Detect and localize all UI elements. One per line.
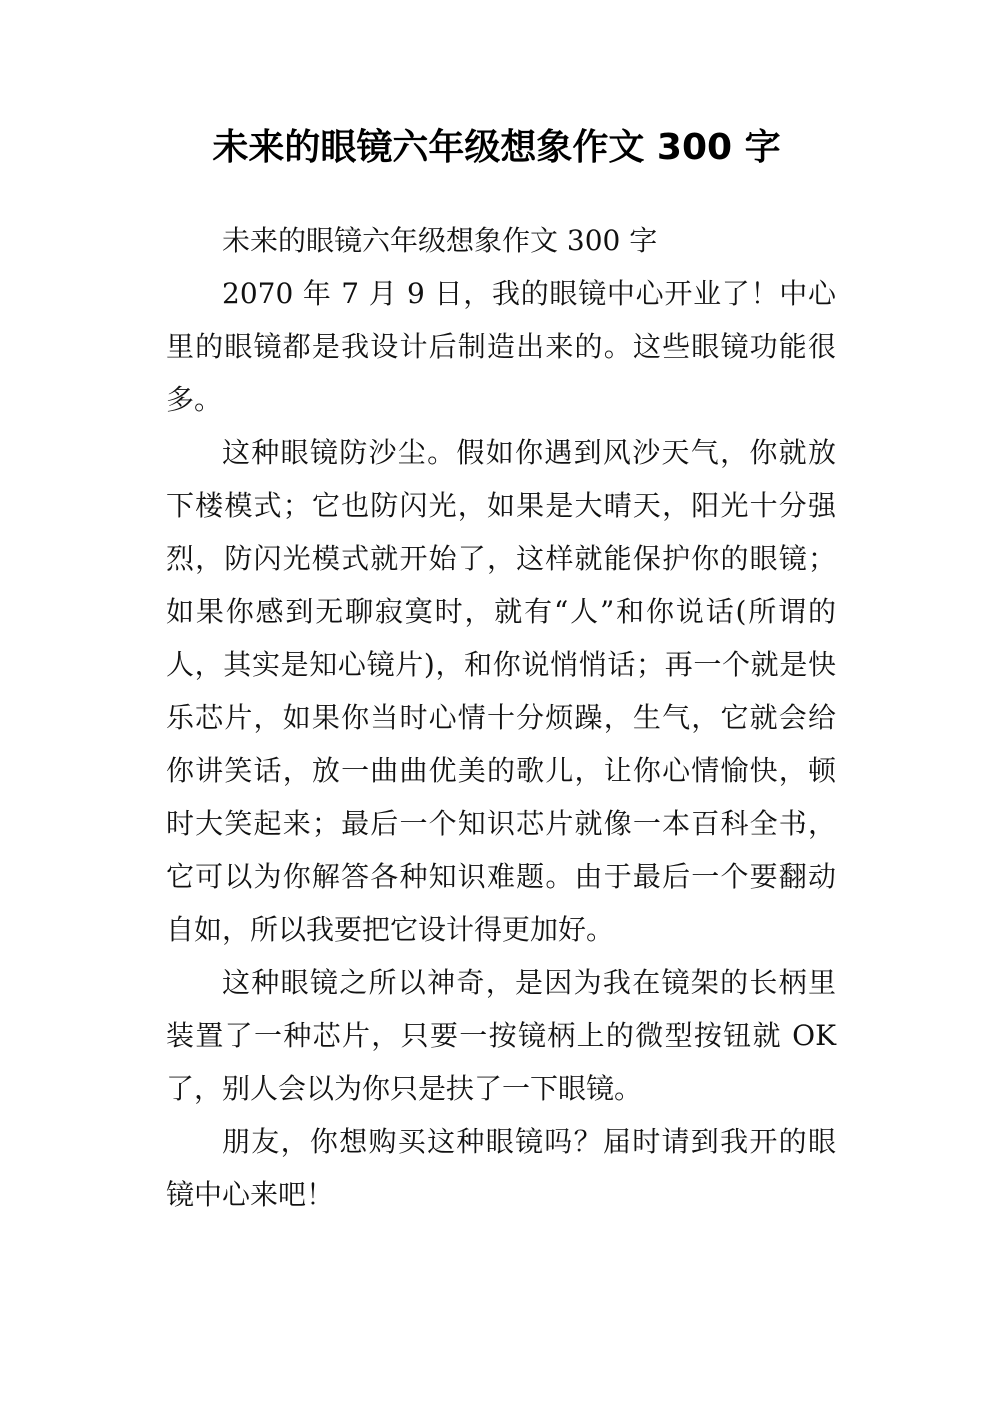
document-title: 未来的眼镜六年级想象作文 300 字	[212, 127, 781, 168]
paragraph-opening: 2070 年 7 月 9 日，我的眼镜中心开业了！中心里的眼镜都是我设计后制造出来的。这些眼镜功能很多。	[166, 277, 836, 416]
document-body	[166, 214, 836, 1221]
paragraph-features: 这种眼镜防沙尘。假如你遇到风沙天气，你就放下楼模式；它也防闪光，如果是大晴天，阳光十分强烈，防闪光模式就开始了，这样就能保护你的眼镜；如果你感到无聊寂寞时，就有“人”和你说话(所谓的人，其实是知心镜片)，和你说悄悄话；再一个就是快乐芯片，如果你当时心情十分烦躁，生气，它就会给你讲笑话，放一曲曲优美的歌儿，让你心情愉快，顿时大笑起来；最后一个知识芯片就像一本百科全书，它可以为你解答各种知识难题。由于最后一个要翻动自如，所以我要把它设计得更加好。	[166, 436, 836, 946]
paragraph-subtitle: 未来的眼镜六年级想象作文 300 字	[222, 224, 658, 257]
paragraph-mechanism: 这种眼镜之所以神奇，是因为我在镜架的长柄里装置了一种芯片，只要一按镜柄上的微型按钮就 OK 了，别人会以为你只是扶了一下眼镜。	[166, 966, 836, 1105]
paragraph-closing: 朋友，你想购买这种眼镜吗？届时请到我开的眼镜中心来吧！	[166, 1125, 836, 1211]
